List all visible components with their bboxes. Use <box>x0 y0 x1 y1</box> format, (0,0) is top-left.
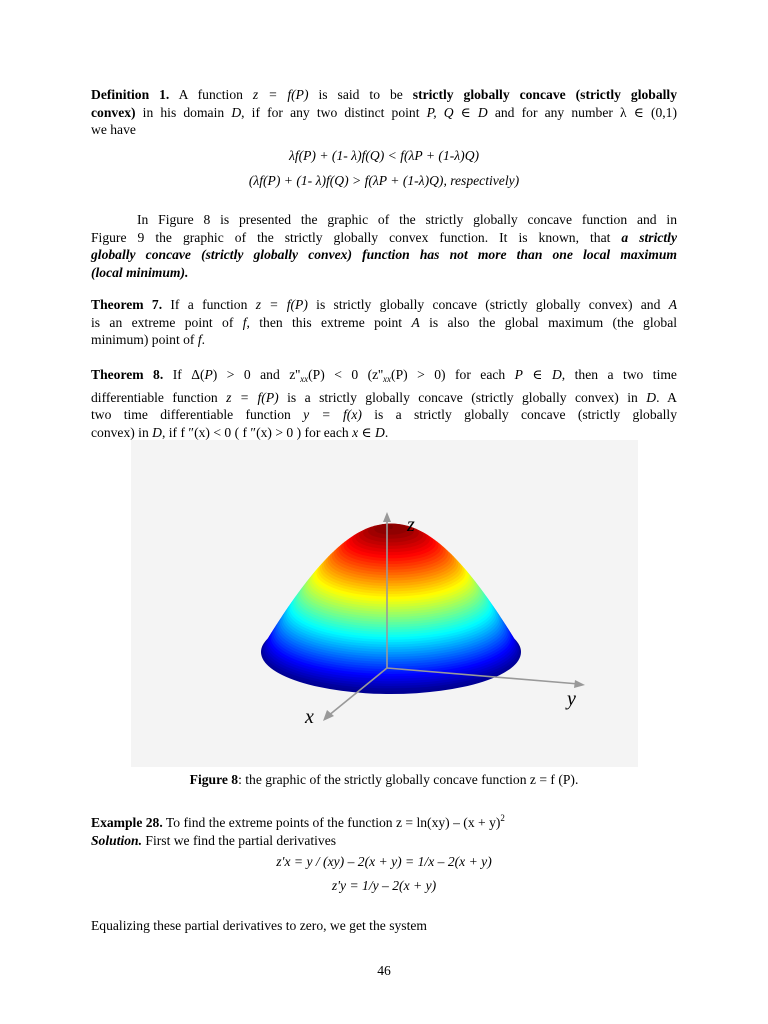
text: is a strictly globally concave (strictly globally convex) in <box>278 389 647 405</box>
math: x <box>352 424 359 440</box>
math: z = f(P) <box>226 389 279 405</box>
definition-1 <box>91 86 677 139</box>
math: z = f(P) <box>255 297 308 312</box>
text: To find the extreme points of the function z = ln(xy) – (x + y) <box>162 815 501 830</box>
axis-label-y: y <box>567 688 576 710</box>
figure-caption <box>0 771 768 788</box>
math: ) > 0 and z'' <box>212 367 301 382</box>
page-number: 46 <box>377 963 391 978</box>
text: ∈ <box>358 424 375 440</box>
text: in his domain <box>135 104 232 120</box>
emphasis: a strictly <box>621 229 677 245</box>
text: Figure 9 the graphic of the strictly globally convex function. It is known, that <box>91 229 622 245</box>
text: and for any number λ ∈ (0,1) <box>487 104 677 120</box>
text: differentiable function <box>91 389 227 405</box>
paragraph-system <box>91 917 677 935</box>
math: P <box>514 367 523 382</box>
axis-label-z: z <box>407 514 415 536</box>
text: If Δ( <box>163 367 205 382</box>
text: , if for any two distinct point <box>241 104 427 120</box>
emphasis-line: globally concave (strictly globally convex) function has not more than one local maximum <box>91 247 677 262</box>
text: First we find the partial derivatives <box>142 832 337 848</box>
text-line: Equalizing these partial derivatives to zero, we get the system <box>91 918 427 933</box>
example-label: Example 28. <box>91 815 163 830</box>
text: is strictly globally concave (strictly globally convex) and <box>307 297 669 312</box>
theorem-label: Theorem 7. <box>91 297 163 312</box>
text: is said to be <box>308 87 413 102</box>
math: D <box>375 424 385 440</box>
theorem-label: Theorem 8. <box>91 367 164 382</box>
text: . A <box>656 389 677 405</box>
math: f <box>242 314 247 330</box>
axis-y-arrowhead <box>574 680 585 688</box>
solution-label: Solution. <box>91 832 143 848</box>
text: . <box>201 332 206 347</box>
math: D <box>477 104 488 120</box>
text: If a function <box>162 297 256 312</box>
superscript: 2 <box>500 813 505 823</box>
text: is an extreme point of <box>91 314 243 330</box>
paragraph-figures <box>91 211 677 281</box>
math: z = f(P) <box>252 87 309 102</box>
inequality-2: (λf(P) + (1- λ)f(Q) > f(λP + (1-λ)Q), respectively) <box>248 173 520 188</box>
math: A <box>668 297 678 312</box>
text: (P) > 0) for each <box>391 367 515 382</box>
emphasis-line: (local minimum). <box>91 264 189 280</box>
math: D <box>152 424 162 440</box>
text: is also the global maximum (the global <box>419 314 678 330</box>
bold-term: convex) <box>91 104 136 120</box>
math: A <box>411 314 420 330</box>
surface-plot-svg <box>131 440 638 767</box>
equation-zy: z'y = 1/y – 2(x + y) <box>331 878 437 893</box>
theorem-7 <box>91 296 677 349</box>
math: y = f(x) <box>303 407 362 422</box>
text: two time differentiable function <box>91 407 304 422</box>
text-line: we have <box>91 122 136 137</box>
math: D <box>551 367 562 382</box>
text: is a strictly globally concave (strictly globally <box>361 407 677 422</box>
math: P <box>204 367 213 382</box>
text-line: In Figure 8 is presented the graphic of the strictly globally concave function and in <box>137 212 677 227</box>
math: D <box>646 389 657 405</box>
theorem-8 <box>91 366 677 441</box>
text: minimum) point of <box>91 332 198 347</box>
axis-label-x: x <box>305 706 314 728</box>
surface-band <box>389 525 393 529</box>
text: ∈ <box>522 367 552 382</box>
subscript: xx <box>300 374 309 384</box>
text: convex) in <box>91 424 153 440</box>
text: , then this extreme point <box>246 314 412 330</box>
text: , then a two time <box>561 367 677 382</box>
math: (P) < 0 (z'' <box>308 367 384 382</box>
inequality-1: λf(P) + (1- λ)f(Q) < f(λP + (1-λ)Q) <box>288 148 480 163</box>
subscript: xx <box>383 374 392 384</box>
figure-8-surface-plot <box>131 440 638 767</box>
bold-term: strictly globally concave (strictly globally <box>412 87 677 102</box>
math: , if f ″(x) < 0 ( f ″(x) > 0 ) for each <box>161 424 353 440</box>
definition-label: Definition 1. <box>91 87 170 102</box>
text: A function <box>178 87 253 102</box>
text: ∈ <box>453 104 478 120</box>
math: f <box>197 332 202 347</box>
caption-label: Figure 8 <box>189 772 239 787</box>
math: P, Q <box>426 104 454 120</box>
axis-z-arrowhead <box>383 512 391 522</box>
example-28 <box>91 810 677 849</box>
text: . <box>384 424 389 440</box>
caption-text: : the graphic of the strictly globally concave function z = f (P). <box>238 772 579 787</box>
equation-zx: z'x = y / (xy) – 2(x + y) = 1/x – 2(x + y) <box>276 854 492 869</box>
math: D <box>231 104 242 120</box>
